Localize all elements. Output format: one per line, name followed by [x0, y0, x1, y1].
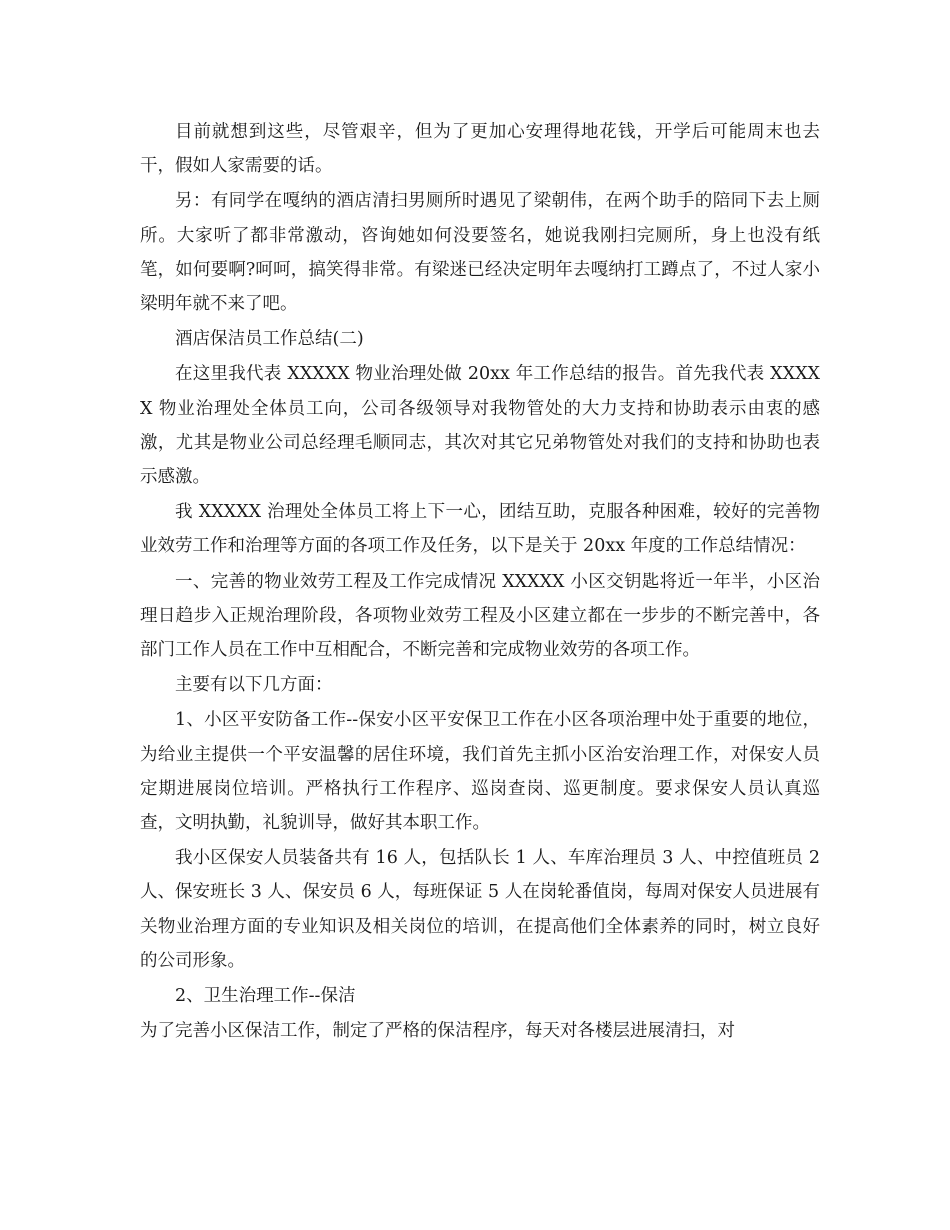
paragraph-cleaning: 为了完善小区保洁工作，制定了严格的保洁程序，每天对各楼层进展清扫，对	[140, 1021, 735, 1042]
paragraph-closing-thoughts: 目前就想到这些，尽管艰辛，但为了更加心安理得地花钱，开学后可能周末也去干，假如人家需要的话。	[140, 122, 820, 177]
paragraph-section-one: 一、完善的物业效劳工程及工作完成情况 XXXXX 小区交钥匙将近一年半，小区治理日趋步入正规治理阶段，各项物业效劳工程及小区建立都在一步步的不断完善中，各部门工作人员在工作中互相配合，不断完善和完成物业效劳的各项工作。	[140, 571, 820, 661]
paragraph-main-aspects: 主要有以下几方面：	[175, 675, 333, 696]
section-heading: 酒店保洁员工作总结(二)	[175, 329, 364, 350]
paragraph-anecdote: 另：有同学在嘎纳的酒店清扫男厕所时遇见了梁朝伟，在两个助手的陪同下去上厕所。大家听了都非常激动，咨询她如何没要签名，她说我刚扫完厕所，身上也没有纸笔，如何要啊?呵呵，搞笑得非常。有梁迷已经决定明年去嘎纳打工蹲点了，不过人家小梁明年就不来了吧。	[140, 191, 820, 315]
paragraph-overview: 我 XXXXX 治理处全体员工将上下一心，团结互助，克服各种困难，较好的完善物业效劳工作和治理等方面的各项工作及任务，以下是关于 20xx 年度的工作总结情况：	[140, 502, 820, 557]
subheading-sanitation: 2、卫生治理工作--保洁	[175, 986, 356, 1007]
paragraph-introduction: 在这里我代表 XXXXX 物业治理处做 20xx 年工作总结的报告。首先我代表 XXXXX 物业治理处全体员工向，公司各级领导对我物管处的大力支持和协助表示由衷的感激，尤其是物业公司总经理毛顺同志，其次对其它兄弟物管处对我们的支持和协助也表示感激。	[140, 364, 820, 488]
document-body	[140, 115, 820, 1049]
paragraph-security-staff: 我小区保安人员装备共有 16 人，包括队长 1 人、车库治理员 3 人、中控值班员 2 人、保安班长 3 人、保安员 6 人，每班保证 5 人在岗轮番值岗，每周对保安人员进展有关物业治理方面的专业知识及相关岗位的培训，在提高他们全体素养的同时，树立良好的公司形象。	[140, 848, 820, 971]
paragraph-security-work: 1、小区平安防备工作--保安小区平安保卫工作在小区各项治理中处于重要的地位，为给业主提供一个平安温馨的居住环境，我们首先主抓小区治安治理工作，对保安人员定期进展岗位培训。严格执行工作程序、巡岗查岗、巡更制度。要求保安人员认真巡查，文明执勤，礼貌训导，做好其本职工作。	[140, 710, 820, 834]
